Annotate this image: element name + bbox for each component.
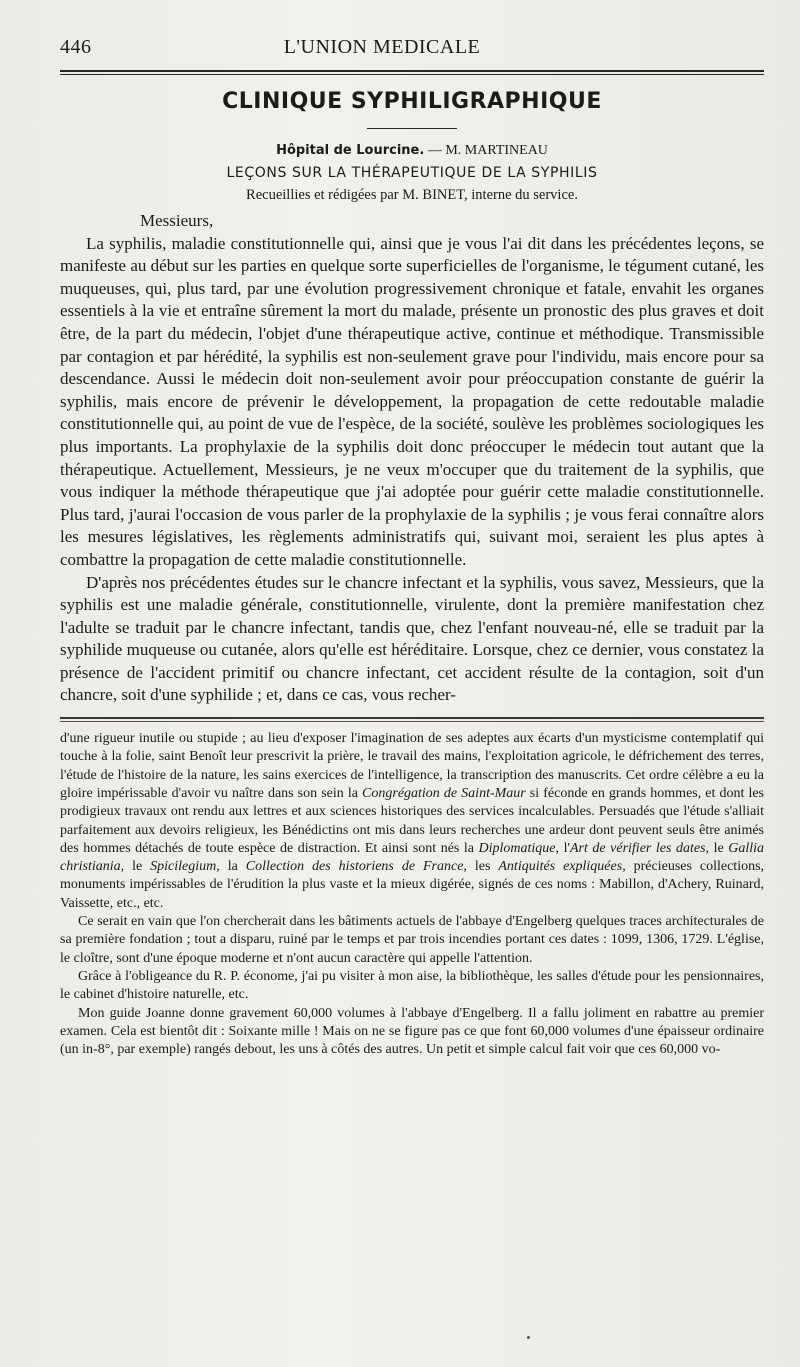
hospital-name: Hôpital de Lourcine. [276,143,425,158]
footnote-rule [60,717,764,719]
lecture-title: LEÇONS SUR LA THÉRAPEUTIQUE DE LA SYPHILIS [226,165,598,181]
title-rule [367,128,457,129]
footnote-paragraph [60,730,764,913]
paragraph: D'après nos précédentes études sur le chancre infectant et la syphilis, vous savez, Messieurs, que la syphilis est une maladie générale, constitutionnelle, virulente, dont la première manifestation chez l'adulte se traduit par le chancre infectant, tandis que, chez l'enfant nouveau-né, elle se traduit par la syphilide muqueuse ou cutanée, alors qu'elle est héréditaire. Lorsque, chez ce dernier, vous constatez la présence de l'accident primitif ou chancre infectant, cet accident résulte de la contagion, soit d'un chancre, soit d'une syphilide ; et, dans ce cas, vous recher- [60,572,764,705]
footnote-text: , le [705,840,729,856]
journal-title: L'UNION MEDICALE [283,36,481,58]
footnote-rule-thin [60,721,764,722]
footnote-italic: Congrégation de Saint-Maur [362,785,526,801]
footnote-italic: Collection des historiens de France [245,859,464,875]
footnote-paragraph: Mon guide Joanne donne gravement 60,000 volumes à l'abbaye d'Engelberg. Il a fallu joliment en rabattre au premier examen. Cela est bientôt dit : Soixante mille ! Mais on ne se figure pas ce que font 60,000 volumes d'une épaisseur ordinaire (un in-8°, par exemple) rangés debout, les uns à côtés des autres. Un petit et simple calcul fait voir que ces 60,000 vo- [60,1005,764,1058]
ink-speck [527,1336,530,1339]
footnote-italic: Antiquités expliquées [498,859,623,875]
footnote-text: , la [216,859,246,875]
section-title: CLINIQUE SYPHILIGRAPHIQUE [222,89,602,114]
footnote-italic: Spicilegium [150,859,217,875]
page-number: 446 [60,36,92,58]
header-rule-thin [60,74,764,75]
footnote [60,730,764,1059]
footnote-paragraph: Grâce à l'obligeance du R. P. économe, j'ai pu visiter à mon aise, la bibliothèque, les salles d'étude pour les pensionnaires, le cabinet d'histoire naturelle, etc. [60,968,764,1003]
footnote-italic: Art de vérifier les dates [569,840,706,856]
salutation: Messieurs, [140,211,214,230]
footnote-text: d'une rigueur inutile ou stupide ; au lieu d'exposer l'imagination de ses adeptes aux écarts d'un mysticisme contemplatif qui touche à la folie, saint Benoît leur prescrivit la prière, le travail des mains, l'exploitation agricole, le défrichement des terres, l'étude de l'histoire de la nature, les sains exercices de l'intelligence, la transcription des manuscrits. Cet ordre célèbre a eu la gloire impérissable d'avoir vu naître dans son sein la [60,731,764,801]
footnote-text: , le [120,859,151,875]
author-name: — M. MARTINEAU [427,143,548,158]
running-head [60,36,764,64]
collected-by: Recueillies et rédigées par M. BINET, interne du service. [246,187,578,203]
footnote-text: si féconde en grands hommes, et dont les prodigieux travaux ont rendu aux lettres et aux sciences historiques des services incalculables. Persuadés que l'étude s'alliait parfaitement aux devoirs religieux, les Bénédictins ont mis dans leurs recherches une ardeur dont peuvent seuls être animés des hommes détachés de toute espèce de distraction. Et ainsi sont nés la [60,785,765,856]
footnote-text: , les [463,859,499,875]
footnote-paragraph: Ce serait en vain que l'on chercherait dans les bâtiments actuels de l'abbaye d'Engelberg quelques traces architecturales de sa première fondation ; tout a disparu, ruiné par le temps et par trois incendies portant ces dates : 1099, 1306, 1729. L'église, le cloître, sont d'une époque moderne et n'ont aucun caractère qui appelle l'attention. [60,914,764,966]
article-body [60,210,764,707]
author-line [60,143,764,159]
footnote-text: , l' [555,840,570,856]
footnote-italic: Gallia christiania [60,840,764,875]
footnote-text: , précieuses collections, monuments impérissables de l'érudition la plus vaste et la mieux digérée, signés de ces noms : Mabillon, d'Achery, Ruinard, Vaissette, etc., etc. [60,859,765,911]
header-rule [60,70,764,72]
paragraph: La syphilis, maladie constitutionnelle qui, ainsi que je vous l'ai dit dans les précédentes leçons, se manifeste au début sur les parties en quelque sorte superficielles de l'organisme, le tégument cutané, les muqueuses, qui, plus tard, par une évolution progressivement chronique et fatale, envahit les organes essentiels à la vie et entraîne sûrement la mort du malade, présente un pronostic des plus graves et doit être, de la part du médecin, l'objet d'une thérapeutique active, continue et méthodique. Transmissible par contagion et par hérédité, la syphilis est non-seulement grave pour l'individu, mais encore pour sa descendance. Aussi le médecin doit non-seulement avoir pour préoccupation constante de guérir la syphilis, mais encore de prévenir le développement, la propagation de cette redoutable maladie constitutionnelle qui, au point de vue de l'espèce, de la société, soulève les problèmes sociologiques les plus importants. La prophylaxie de la syphilis doit donc préoccuper le médecin tout autant que la thérapeutique. Actuellement, Messieurs, je ne veux m'occuper que du traitement de la syphilis, que vous indiquer la méthode thérapeutique que j'ai adoptée pour guérir cette maladie constitutionnelle. Plus tard, j'aurai l'occasion de vous parler de la prophylaxie de la syphilis ; je vous ferai connaître alors les mesures législatives, les règlements administratifs qui, suivant moi, seraient les plus aptes à combattre la propagation de cette maladie constitutionnelle. [60,233,764,569]
footnote-italic: Diplomatique [478,840,556,856]
